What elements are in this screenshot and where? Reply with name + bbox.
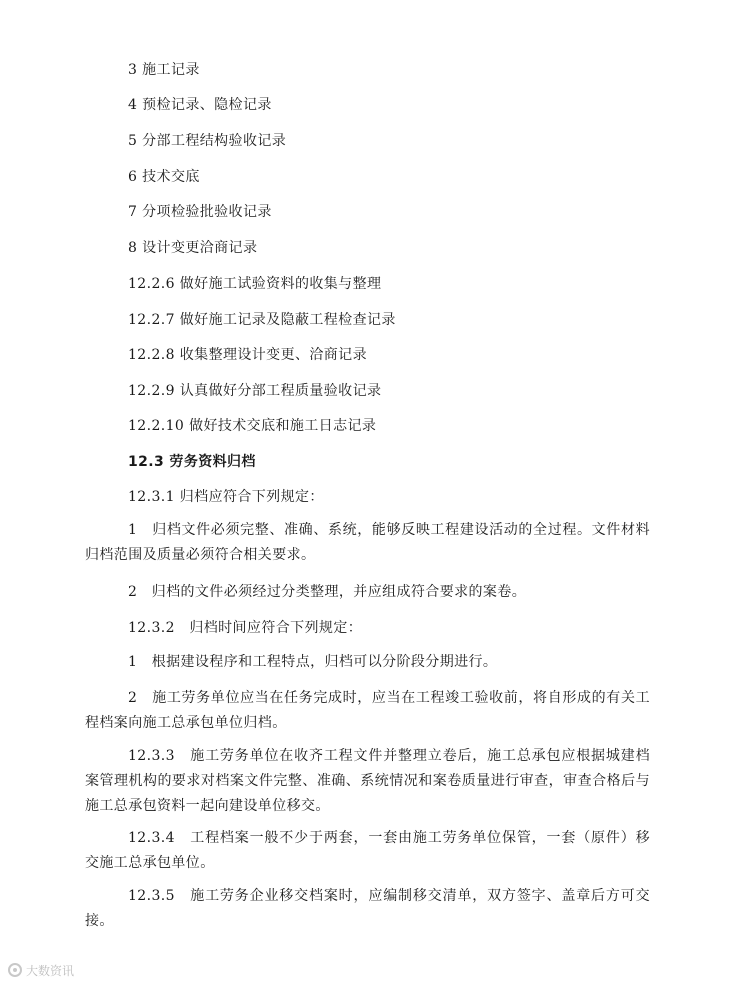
watermark-text: 大数资讯	[26, 963, 75, 978]
paragraph-text: 1 归档文件必须完整、准确、系统，能够反映工程建设活动的全过程。文件材料归档范围及质量必须符合相关要求。	[85, 522, 650, 563]
paragraph-12-3-1-item-2	[85, 580, 650, 605]
watermark	[8, 960, 74, 980]
paragraph-12-3-2-item-1	[85, 650, 650, 675]
list-item-8: 8 设计变更洽商记录	[128, 240, 258, 256]
paragraph-12-3-5	[85, 884, 650, 934]
list-item-5: 5 分部工程结构验收记录	[128, 133, 287, 149]
paragraph-text: 2 施工劳务单位应当在任务完成时，应当在工程竣工验收前，将自形成的有关工程档案向施工总承包单位归档。	[85, 690, 650, 731]
clause-12-3-1: 12.3.1 归档应符合下列规定：	[128, 489, 324, 505]
clause-12-2-10: 12.2.10 做好技术交底和施工日志记录	[128, 418, 377, 434]
paragraph-text: 12.3.5 施工劳务企业移交档案时，应编制移交清单，双方签字、盖章后方可交接。	[85, 888, 650, 929]
clause-12-2-8: 12.2.8 收集整理设计变更、洽商记录	[128, 347, 367, 363]
clause-12-2-6: 12.2.6 做好施工试验资料的收集与整理	[128, 276, 382, 292]
section-heading: 12.3 劳务资料归档	[128, 454, 256, 470]
paragraph-text: 1 根据建设程序和工程特点，归档可以分阶段分期进行。	[128, 654, 498, 670]
list-item-4: 4 预检记录、隐检记录	[128, 97, 272, 113]
list-item-3: 3 施工记录	[128, 62, 200, 78]
paragraph-12-3-1-item-1	[85, 518, 650, 568]
paragraph-12-3-2-item-2	[85, 686, 650, 736]
paragraph-text: 12.3.4 工程档案一般不少于两套，一套由施工劳务单位保管，一套（原件）移交施工总承包单位。	[85, 830, 650, 871]
list-item-7: 7 分项检验批验收记录	[128, 204, 272, 220]
paragraph-12-3-3	[85, 744, 650, 819]
paragraph-text: 2 归档的文件必须经过分类整理，并应组成符合要求的案卷。	[128, 584, 527, 600]
paragraph-12-3-4	[85, 826, 650, 876]
clause-12-2-7: 12.2.7 做好施工记录及隐蔽工程检查记录	[128, 312, 396, 328]
list-item-6: 6 技术交底	[128, 169, 200, 185]
watermark-logo-icon	[8, 963, 22, 977]
clause-12-2-9: 12.2.9 认真做好分部工程质量验收记录	[128, 383, 382, 399]
paragraph-text: 12.3.3 施工劳务单位在收齐工程文件并整理立卷后，施工总承包应根据城建档案管理机构的要求对档案文件完整、准确、系统情况和案卷质量进行审查，审查合格后与施工总承包资料一起向建设单位移交。	[85, 748, 650, 814]
clause-12-3-2: 12.3.2 归档时间应符合下列规定：	[128, 620, 363, 636]
